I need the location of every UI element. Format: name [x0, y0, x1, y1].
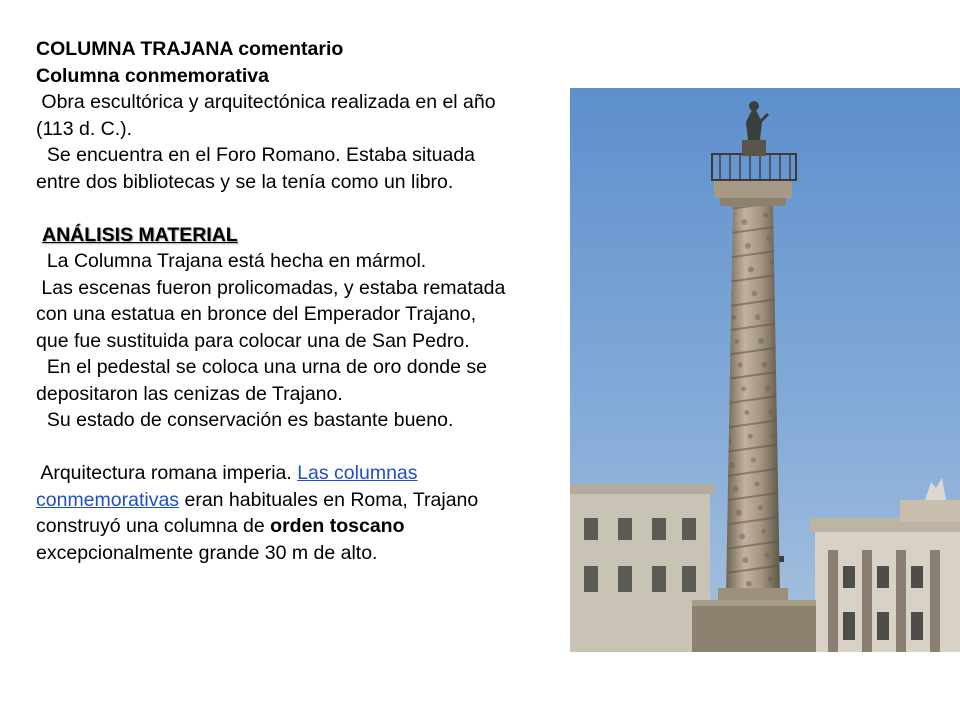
section-heading: ANÁLISIS MATERIAL	[42, 223, 238, 246]
architecture-prefix: Arquitectura romana imperia.	[36, 462, 298, 484]
slide-text-block	[36, 36, 566, 566]
spacer	[36, 434, 566, 461]
scenes-line-3: que fue sustituida para colocar una de San Pedro.	[36, 329, 470, 352]
slide-title: COLUMNA TRAJANA comentario	[36, 38, 344, 60]
link-columnas-part1[interactable]: Las columnas	[297, 462, 418, 484]
column-capital	[714, 180, 792, 198]
architecture-suffix: eran habituales en Roma, Trajano	[179, 488, 479, 511]
architecture-line-3	[36, 513, 566, 540]
column-photo-illustration	[570, 88, 960, 652]
location-line-1: Se encuentra en el Foro Romano. Estaba situada	[36, 144, 476, 166]
link-columnas-part2[interactable]: conmemorativas	[36, 488, 180, 511]
architecture-line-4: excepcionalmente grande 30 m de alto.	[36, 541, 378, 564]
material-line: La Columna Trajana está hecha en mármol.	[36, 250, 427, 272]
scenes-line-2: con una estatua en bronce del Emperador Trajano,	[36, 303, 477, 325]
slide-subtitle: Columna conmemorativa	[36, 64, 269, 87]
orden-toscano-bold: orden toscano	[270, 515, 405, 537]
pedestal-line-2: depositaron las cenizas de Trajano.	[36, 382, 343, 405]
scenes-line-1: Las escenas fueron prolicomadas, y estaba rematada	[36, 276, 506, 299]
trajan-column-photo	[570, 88, 960, 652]
conservation-line: Su estado de conservación es bastante bueno.	[36, 409, 454, 431]
architecture-line-1	[36, 460, 566, 487]
intro-line-1: Obra escultórica y arquitectónica realizada en el año	[36, 91, 496, 113]
spacer	[36, 195, 566, 222]
intro-line-2: (113 d. C.).	[36, 117, 133, 140]
architecture-line3-text: construyó una columna de	[36, 515, 271, 537]
architecture-line-2	[36, 487, 566, 514]
column-pedestal	[692, 600, 816, 652]
location-line-2: entre dos bibliotecas y se la tenía como un libro.	[36, 170, 454, 193]
pedestal-line-1: En el pedestal se coloca una urna de oro donde se	[36, 356, 487, 378]
